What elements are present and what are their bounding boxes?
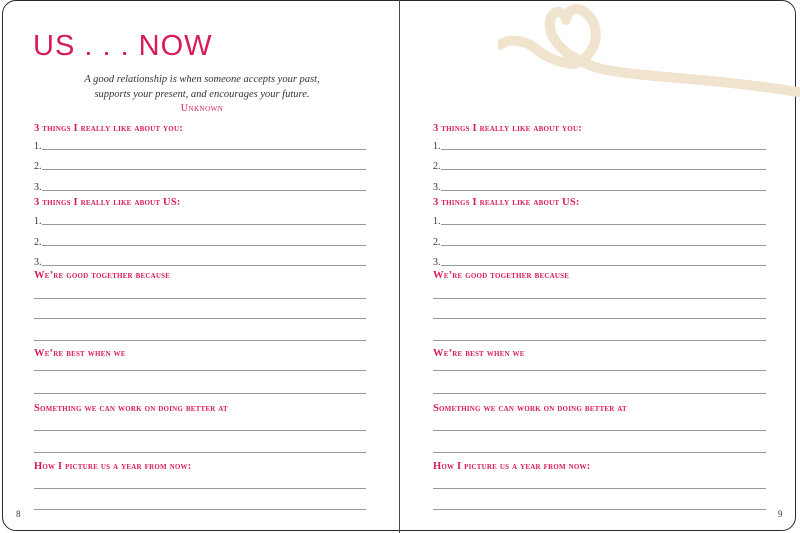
left-page (0, 0, 399, 533)
answer-line[interactable] (433, 509, 766, 510)
heading-best-when: We’re best when we (433, 348, 525, 359)
answer-line[interactable] (42, 265, 366, 266)
answer-line[interactable] (34, 340, 366, 341)
item-number-2: 2. (433, 161, 441, 172)
item-number-3: 3. (433, 257, 441, 268)
answer-line[interactable] (441, 149, 766, 150)
heading-good-together: We’re good together because (433, 270, 570, 281)
answer-line[interactable] (433, 370, 766, 371)
heading-like-you: 3 things I really like about you: (433, 123, 582, 134)
answer-line[interactable] (441, 265, 766, 266)
right-page (400, 0, 800, 533)
answer-line[interactable] (34, 370, 366, 371)
answer-line[interactable] (433, 298, 766, 299)
heading-like-us: 3 things I really like about US: (433, 197, 580, 208)
item-number-2: 2. (34, 161, 42, 172)
heading-work-on: Something we can work on doing better at (433, 403, 627, 414)
heading-picture-us: How I picture us a year from now: (34, 461, 192, 472)
item-number-3: 3. (433, 182, 441, 193)
answer-line[interactable] (433, 430, 766, 431)
answer-line[interactable] (34, 393, 366, 394)
answer-line[interactable] (441, 169, 766, 170)
answer-line[interactable] (441, 190, 766, 191)
answer-line[interactable] (433, 393, 766, 394)
answer-line[interactable] (42, 149, 366, 150)
quote-line-1: A good relationship is when someone accepts your past, (84, 74, 320, 85)
answer-line[interactable] (42, 224, 366, 225)
answer-line[interactable] (34, 488, 366, 489)
quote-attribution: Unknown (180, 103, 224, 114)
answer-line[interactable] (34, 318, 366, 319)
item-number-1: 1. (433, 216, 441, 227)
item-number-1: 1. (433, 141, 441, 152)
heading-like-you: 3 things I really like about you: (34, 123, 183, 134)
item-number-1: 1. (34, 216, 42, 227)
heading-picture-us: How I picture us a year from now: (433, 461, 591, 472)
answer-line[interactable] (433, 488, 766, 489)
item-number-1: 1. (34, 141, 42, 152)
answer-line[interactable] (433, 340, 766, 341)
item-number-3: 3. (34, 257, 42, 268)
answer-line[interactable] (441, 224, 766, 225)
answer-line[interactable] (433, 452, 766, 453)
heading-good-together: We’re good together because (34, 270, 171, 281)
answer-line[interactable] (433, 318, 766, 319)
answer-line[interactable] (42, 190, 366, 191)
page-number: 8 (16, 509, 21, 519)
heading-work-on: Something we can work on doing better at (34, 403, 228, 414)
heading-best-when: We’re best when we (34, 348, 126, 359)
quote (60, 73, 344, 117)
quote-line-2: supports your present, and encourages your future. (94, 88, 310, 100)
answer-line[interactable] (34, 298, 366, 299)
item-number-2: 2. (433, 237, 441, 248)
answer-line[interactable] (34, 509, 366, 510)
answer-line[interactable] (42, 169, 366, 170)
heading-like-us: 3 things I really like about US: (34, 197, 181, 208)
page-number: 9 (778, 509, 783, 519)
answer-line[interactable] (34, 430, 366, 431)
answer-line[interactable] (42, 245, 366, 246)
answer-line[interactable] (441, 245, 766, 246)
page-title: US . . . NOW (33, 30, 213, 62)
item-number-3: 3. (34, 182, 42, 193)
item-number-2: 2. (34, 237, 42, 248)
answer-line[interactable] (34, 452, 366, 453)
